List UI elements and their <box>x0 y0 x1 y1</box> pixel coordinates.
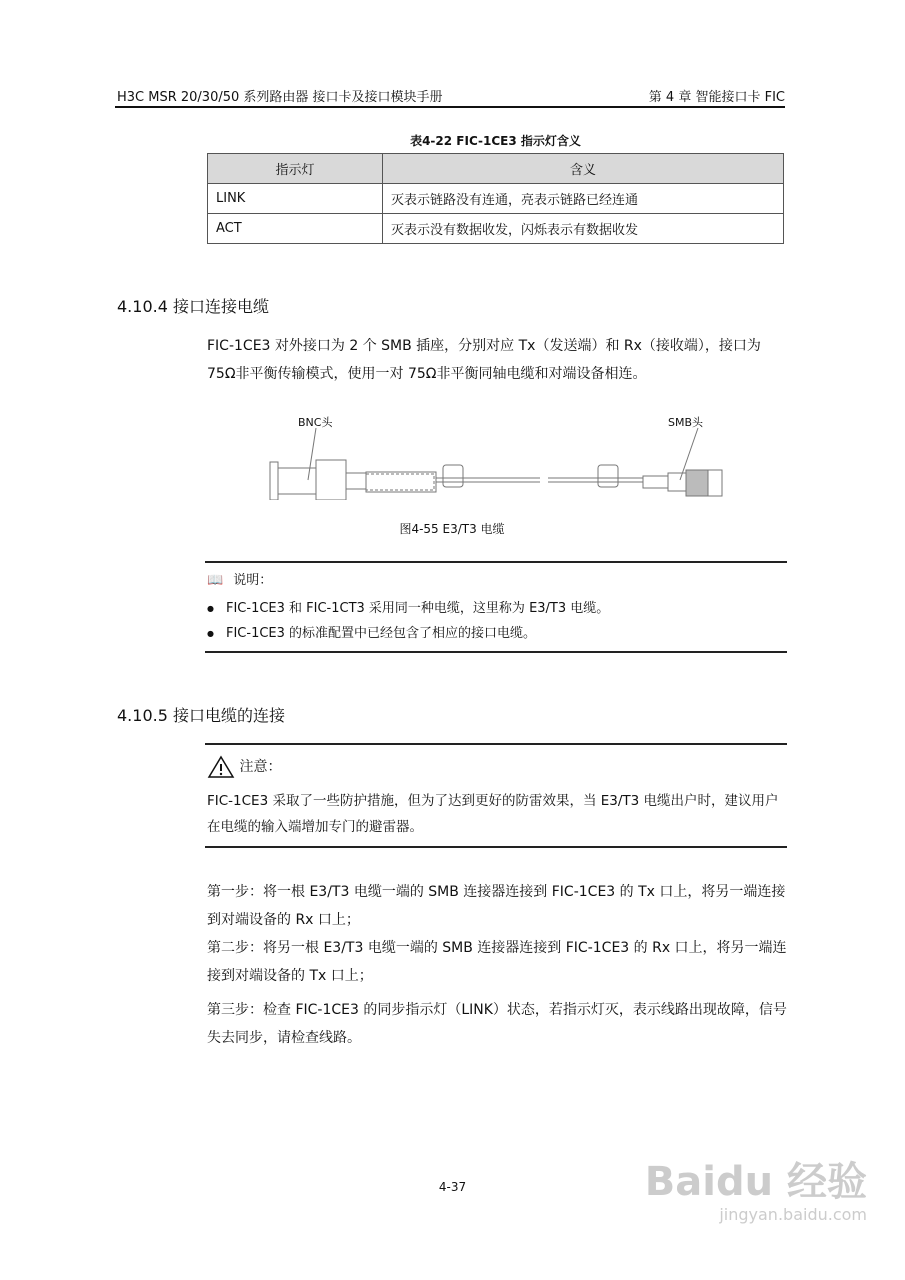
cable-figure <box>268 410 728 500</box>
smb-label: SMB头 <box>668 416 704 429</box>
cable-drawing <box>268 410 728 500</box>
step-3: 第三步：检查 FIC-1CE3 的同步指示灯（LINK）状态，若指示灯灭，表示线路出现故障，信号失去同步，请检查线路。 <box>207 1002 787 1046</box>
table-caption: 表4-22 FIC-1CE3 指示灯含义 <box>410 134 581 148</box>
caution-top-rule <box>205 743 787 745</box>
section-heading: 4.10.5 接口电缆的连接 <box>117 706 285 725</box>
caution-title-text: 注意： <box>239 759 282 775</box>
paragraph: FIC-1CE3 对外接口为 2 个 SMB 插座，分别对应 Tx（发送端）和 Rx（接收端），接口为 75Ω非平衡传输模式，使用一对 75Ω非平衡同轴电缆和对端设备相连。 <box>207 338 761 382</box>
table-row <box>208 184 784 214</box>
page-number: 4-37 <box>438 1180 467 1194</box>
table-cell: 灭表示链路没有连通，亮表示链路已经连通 <box>383 184 784 214</box>
table-cell: ACT <box>208 214 383 244</box>
header-right: 第 4 章 智能接口卡 FIC <box>648 90 785 105</box>
table-header: 含义 <box>383 154 784 184</box>
caution-title <box>207 755 281 779</box>
indicator-table <box>207 153 784 244</box>
warning-icon <box>207 755 235 779</box>
step-2: 第二步：将另一根 E3/T3 电缆一端的 SMB 连接器连接到 FIC-1CE3 的 Rx 口上，将另一端连接到对端设备的 Tx 口上； <box>207 940 787 984</box>
watermark-url: jingyan.baidu.com <box>719 1205 867 1224</box>
figure-caption: 图4-55 E3/T3 电缆 <box>399 522 505 536</box>
header-left: H3C MSR 20/30/50 系列路由器 接口卡及接口模块手册 <box>117 90 443 105</box>
caution-bottom-rule <box>205 846 787 848</box>
note-item: ● FIC-1CE3 和 FIC-1CT3 采用同一种电缆，这里称为 E3/T3 电缆。 <box>207 596 609 621</box>
table-row <box>208 214 784 244</box>
note-title-text: 说明： <box>233 573 273 588</box>
caution-text: FIC-1CE3 采取了一些防护措施，但为了达到更好的防雷效果，当 E3/T3 电缆出户时，建议用户在电缆的输入端增加专门的避雷器。 <box>207 793 779 835</box>
book-icon: 📖 <box>207 573 224 588</box>
bnc-label: BNC头 <box>298 416 333 429</box>
table-cell: LINK <box>208 184 383 214</box>
step-1: 第一步：将一根 E3/T3 电缆一端的 SMB 连接器连接到 FIC-1CE3 的 Tx 口上，将另一端连接到对端设备的 Rx 口上； <box>207 884 786 928</box>
table-header: 指示灯 <box>208 154 383 184</box>
note-bottom-rule <box>205 651 787 653</box>
note-title <box>207 568 272 593</box>
note-item: ● FIC-1CE3 的标准配置中已经包含了相应的接口电缆。 <box>207 621 536 646</box>
note-top-rule <box>205 561 787 563</box>
header-rule <box>115 106 785 108</box>
watermark-logo: Baidu 经验 <box>644 1159 867 1205</box>
section-heading: 4.10.4 接口连接电缆 <box>117 297 269 316</box>
table-cell: 灭表示没有数据收发，闪烁表示有数据收发 <box>383 214 784 244</box>
